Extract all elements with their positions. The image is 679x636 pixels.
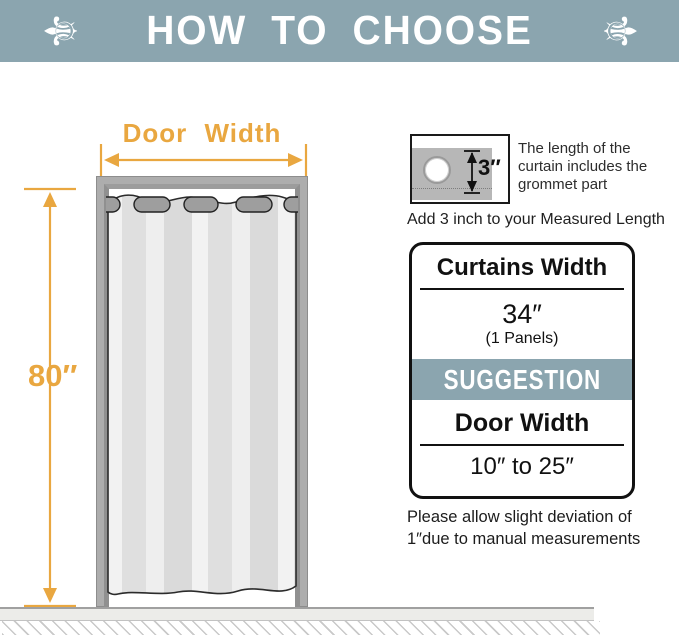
grommet-tab bbox=[134, 197, 170, 212]
fleur-de-lis-left-icon: ⚜ bbox=[36, 10, 87, 52]
floor bbox=[0, 607, 594, 621]
grommet-tab bbox=[184, 197, 218, 212]
table-divider bbox=[420, 288, 624, 290]
floor-hatching bbox=[2, 621, 600, 635]
deviation-note-line1: Please allow slight deviation of bbox=[407, 508, 632, 526]
grommet-tab bbox=[284, 197, 298, 212]
header-title: HOW TO CHOOSE bbox=[146, 7, 533, 53]
curtain-body bbox=[108, 195, 296, 594]
curtains-width-header: Curtains Width bbox=[436, 254, 608, 281]
curtains-width-value: 34″ bbox=[502, 299, 542, 329]
deviation-note-line2: 1″due to manual measurements bbox=[407, 530, 641, 548]
door-height-label: 80″ bbox=[28, 358, 78, 393]
grommet-description: The length of the curtain includes the grommet part bbox=[518, 140, 648, 193]
grommet-tab bbox=[236, 197, 272, 212]
grommet-size-label: 3″ bbox=[478, 155, 501, 180]
deviation-note bbox=[407, 506, 675, 550]
table-divider bbox=[420, 444, 624, 446]
panels-note: (1 Panels) bbox=[485, 330, 559, 347]
grommet-instruction: Add 3 inch to your Measured Length bbox=[407, 211, 665, 228]
door-height-arrow bbox=[24, 189, 76, 606]
suggestion-label: SUGGESTION bbox=[443, 363, 601, 395]
header-banner bbox=[0, 0, 679, 62]
grommet-detail-box bbox=[410, 134, 510, 204]
curtain-illustration bbox=[106, 188, 298, 605]
door-width-range: 10″ to 25″ bbox=[470, 453, 574, 480]
door-width-label: Door Width bbox=[122, 118, 282, 148]
fleur-de-lis-right-icon: ⚜ bbox=[594, 10, 645, 52]
door-width-header: Door Width bbox=[454, 409, 590, 437]
size-table bbox=[409, 242, 635, 499]
grommet-tab bbox=[106, 197, 120, 212]
suggestion-banner bbox=[412, 359, 632, 400]
